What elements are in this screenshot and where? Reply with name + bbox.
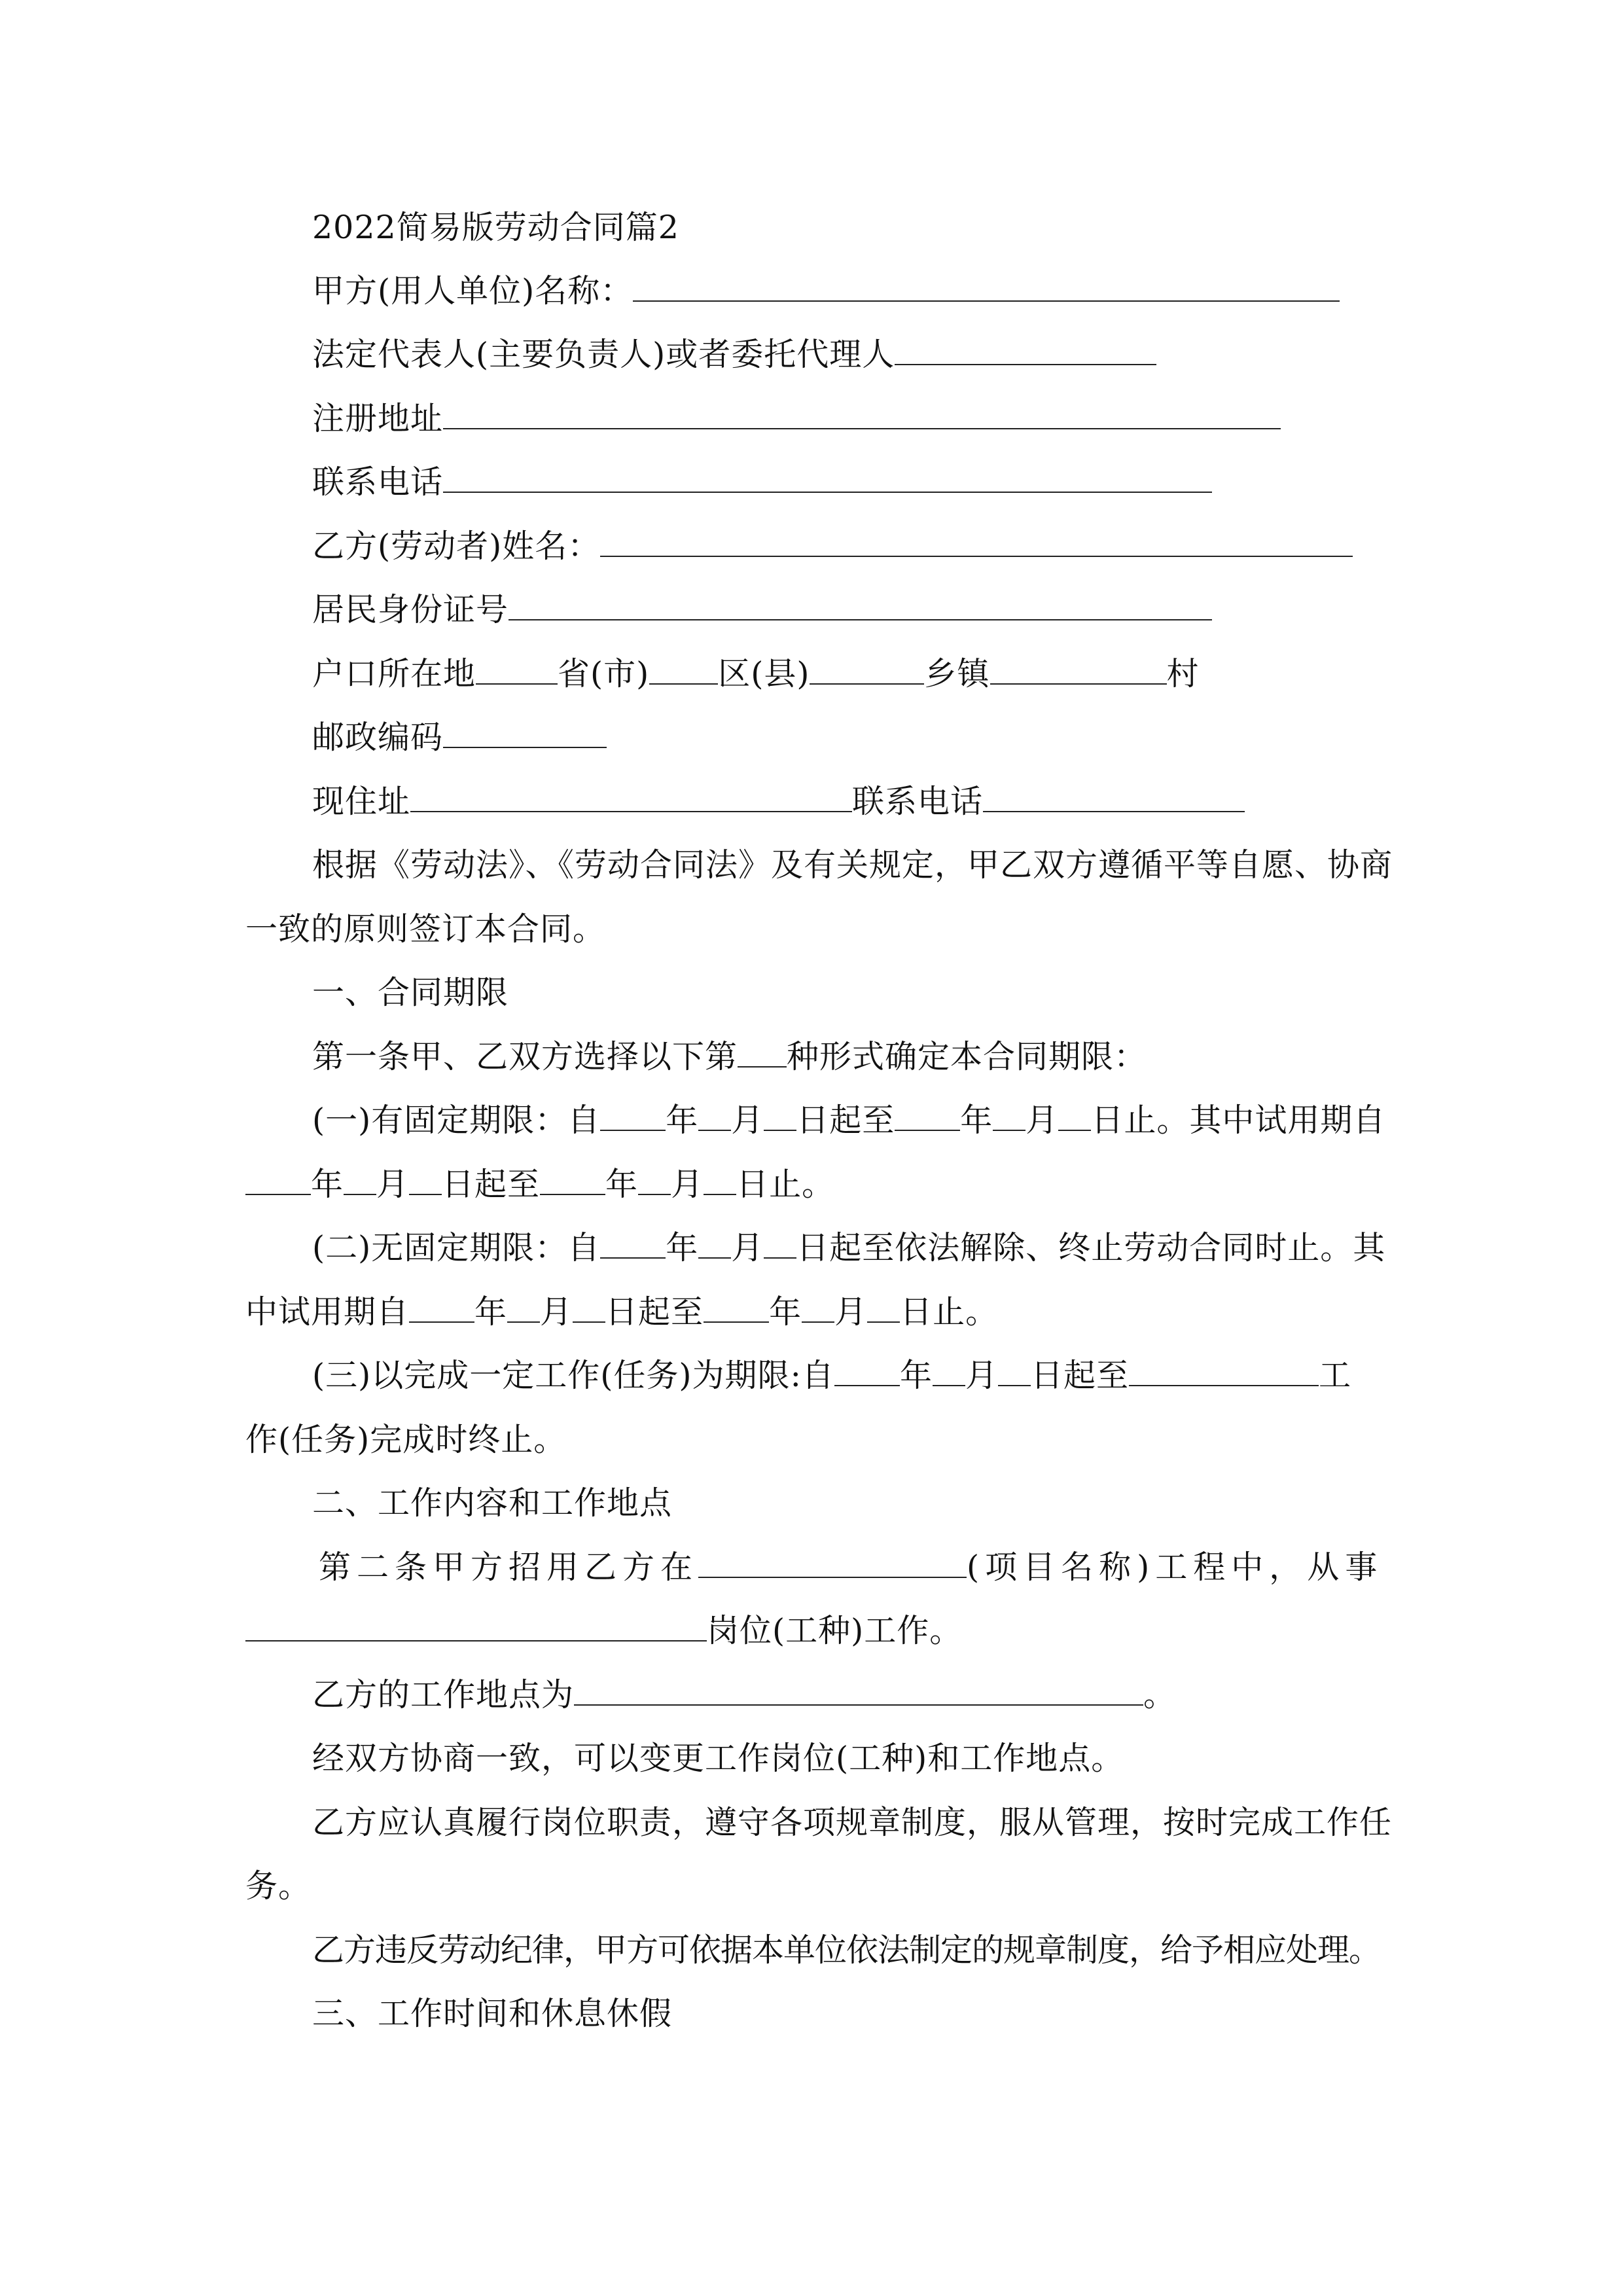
blank [344, 1165, 376, 1195]
section2-heading [245, 1484, 1378, 1523]
blank [993, 1101, 1026, 1131]
month-text: 月 [1026, 1102, 1059, 1139]
day-from-text: 日起至 [796, 1102, 895, 1139]
year-text: 年 [960, 1102, 993, 1139]
party-a-rep-label: 法定代表人(主要负责人)或者委托代理人 [312, 336, 895, 373]
option1-label: (一)有固定期限：自 [312, 1102, 601, 1139]
blank [895, 1101, 960, 1131]
day-from-text: 日起至 [605, 1293, 704, 1331]
post-blank [245, 1611, 707, 1641]
party-a-name-label: 甲方(用人单位)名称： [312, 272, 633, 310]
blank [507, 1293, 540, 1323]
postcode-label: 邮政编码 [312, 719, 444, 756]
blank [933, 1356, 965, 1386]
day-from-text: 日起至 [1031, 1357, 1130, 1394]
change-para [245, 1739, 1378, 1778]
current-address-blank [410, 782, 852, 812]
workplace-end: 。 [1143, 1676, 1177, 1713]
month-text: 月 [671, 1166, 704, 1203]
day-end-text: 日止。 [736, 1166, 835, 1203]
day-end-text: 日止。 [900, 1293, 999, 1331]
blank [764, 1101, 796, 1131]
preamble-line-1 [245, 846, 1393, 885]
district-label: 区(县) [718, 655, 810, 692]
hukou-province-blank [476, 655, 558, 685]
title-text: 2022简易版劳动合同篇2 [312, 209, 679, 246]
article2-text-a: 第二条甲方招用乙方在 [319, 1549, 699, 1586]
year-text: 年 [769, 1293, 802, 1331]
option2-probation-label: 中试用期自 [245, 1293, 410, 1331]
blank [600, 1101, 666, 1131]
town-label: 乡镇 [924, 655, 990, 692]
party-b-phone-label: 联系电话 [852, 783, 984, 820]
blank [1058, 1101, 1091, 1131]
probation-text: 日止。其中试用期自 [1091, 1102, 1386, 1139]
party-a-phone-row [245, 463, 1378, 502]
preamble-text-2: 一致的原则签订本合同。 [245, 910, 606, 948]
village-label: 村 [1166, 655, 1200, 692]
blank [409, 1293, 474, 1323]
preamble-text-1: 根据《劳动法》、《劳动合同法》及有关规定，甲乙双方遵循平等自愿、协商 [312, 846, 1393, 884]
current-address-label: 现住址 [312, 783, 411, 820]
party-b-phone-blank [983, 782, 1245, 812]
party-b-id-row [245, 590, 1378, 630]
year-text: 年 [605, 1166, 639, 1203]
option3-row-2 [245, 1420, 1378, 1460]
option3-row-1 [245, 1356, 1378, 1395]
article2-line2-text: 岗位(工种)工作。 [707, 1612, 963, 1649]
project-name-blank [698, 1548, 967, 1578]
blank [600, 1229, 666, 1259]
day-from-text: 日起至 [442, 1166, 541, 1203]
option1-row-2 [245, 1165, 1378, 1204]
workplace-label: 乙方的工作地点为 [312, 1676, 575, 1713]
year-text: 年 [899, 1357, 933, 1394]
party-b-id-label: 居民身份证号 [312, 591, 509, 628]
year-text: 年 [666, 1229, 699, 1266]
party-a-address-label: 注册地址 [312, 400, 444, 437]
workplace-row [245, 1676, 1378, 1715]
postcode-blank [443, 718, 607, 748]
article1-row [245, 1037, 1378, 1077]
blank [704, 1293, 769, 1323]
party-a-address-blank [443, 399, 1281, 429]
option2-mid-text: 日起至依法解除、终止劳动合同时止。其 [796, 1229, 1386, 1266]
duty-para-text-2: 务。 [245, 1867, 312, 1905]
hukou-label: 户口所在地 [312, 655, 476, 692]
party-a-phone-label: 联系电话 [312, 463, 444, 501]
doc-title [245, 208, 1378, 247]
month-text: 月 [731, 1102, 764, 1139]
year-text: 年 [474, 1293, 508, 1331]
article2-row-2 [245, 1611, 1378, 1651]
year-text: 年 [311, 1166, 344, 1203]
party-a-name-row [245, 272, 1378, 311]
party-b-id-blank [508, 590, 1212, 620]
party-b-postcode-row [245, 718, 1378, 757]
party-b-hukou-row [245, 655, 1378, 694]
month-text: 月 [731, 1229, 764, 1266]
party-b-address-row [245, 782, 1378, 821]
party-b-name-label: 乙方(劳动者)姓名： [312, 528, 601, 565]
blank [698, 1229, 731, 1259]
section3-heading-text: 三、工作时间和休息休假 [312, 1995, 673, 2032]
discipline-para [245, 1931, 1381, 1970]
month-text: 月 [834, 1293, 868, 1331]
month-text: 月 [376, 1166, 410, 1203]
article1-choice-blank [738, 1037, 787, 1067]
workplace-blank [574, 1676, 1143, 1706]
party-a-address-row [245, 399, 1378, 439]
article2-row-1 [245, 1548, 1383, 1587]
section1-heading-text: 一、合同期限 [312, 974, 509, 1011]
blank [802, 1293, 834, 1323]
option1-row-1 [245, 1101, 1386, 1140]
article2-text-b: (项目名称)工程中，从事 [967, 1549, 1383, 1586]
party-a-rep-row [245, 335, 1378, 374]
option2-row-1 [245, 1229, 1386, 1268]
option3-tail: 工 [1319, 1357, 1352, 1394]
hukou-district-blank [649, 655, 718, 685]
hukou-town-blank [810, 655, 924, 685]
duty-para-text-1: 乙方应认真履行岗位职责，遵守各项规章制度，服从管理，按时完成工作任 [312, 1804, 1393, 1841]
option3-line2-text: 作(任务)完成时终止。 [245, 1421, 567, 1458]
change-para-text: 经双方协商一致，可以变更工作岗位(工种)和工作地点。 [312, 1740, 1124, 1777]
blank [834, 1356, 900, 1386]
article1-text-b: 种形式确定本合同期限： [787, 1038, 1147, 1075]
option2-label: (二)无固定期限：自 [312, 1229, 601, 1266]
duty-para-2 [245, 1867, 1378, 1906]
year-text: 年 [666, 1102, 699, 1139]
month-text: 月 [540, 1293, 573, 1331]
blank [1129, 1356, 1319, 1386]
month-text: 月 [965, 1357, 999, 1394]
blank [245, 1165, 311, 1195]
option3-label: (三)以完成一定工作(任务)为期限:自 [312, 1357, 834, 1394]
blank [704, 1165, 736, 1195]
preamble-line-2 [245, 910, 1378, 949]
blank [867, 1293, 900, 1323]
party-a-phone-blank [443, 463, 1212, 493]
party-b-name-row [245, 527, 1378, 566]
blank [638, 1165, 671, 1195]
discipline-para-text: 乙方违反劳动纪律，甲方可依据本单位依法制定的规章制度，给予相应处理。 [312, 1931, 1381, 1969]
province-label: 省(市) [558, 655, 650, 692]
blank [764, 1229, 796, 1259]
blank [409, 1165, 442, 1195]
blank [573, 1293, 605, 1323]
option2-row-2 [245, 1293, 1378, 1332]
blank [540, 1165, 605, 1195]
article1-text-a: 第一条甲、乙双方选择以下第 [312, 1038, 738, 1075]
party-b-name-blank [600, 527, 1353, 557]
party-a-rep-blank [895, 335, 1156, 365]
section3-heading [245, 1994, 1378, 2034]
blank [698, 1101, 731, 1131]
section1-heading [245, 973, 1378, 1013]
hukou-village-blank [990, 655, 1167, 685]
party-a-name-blank [633, 272, 1340, 302]
duty-para-1 [245, 1803, 1393, 1842]
section2-heading-text: 二、工作内容和工作地点 [312, 1484, 673, 1522]
blank [998, 1356, 1031, 1386]
